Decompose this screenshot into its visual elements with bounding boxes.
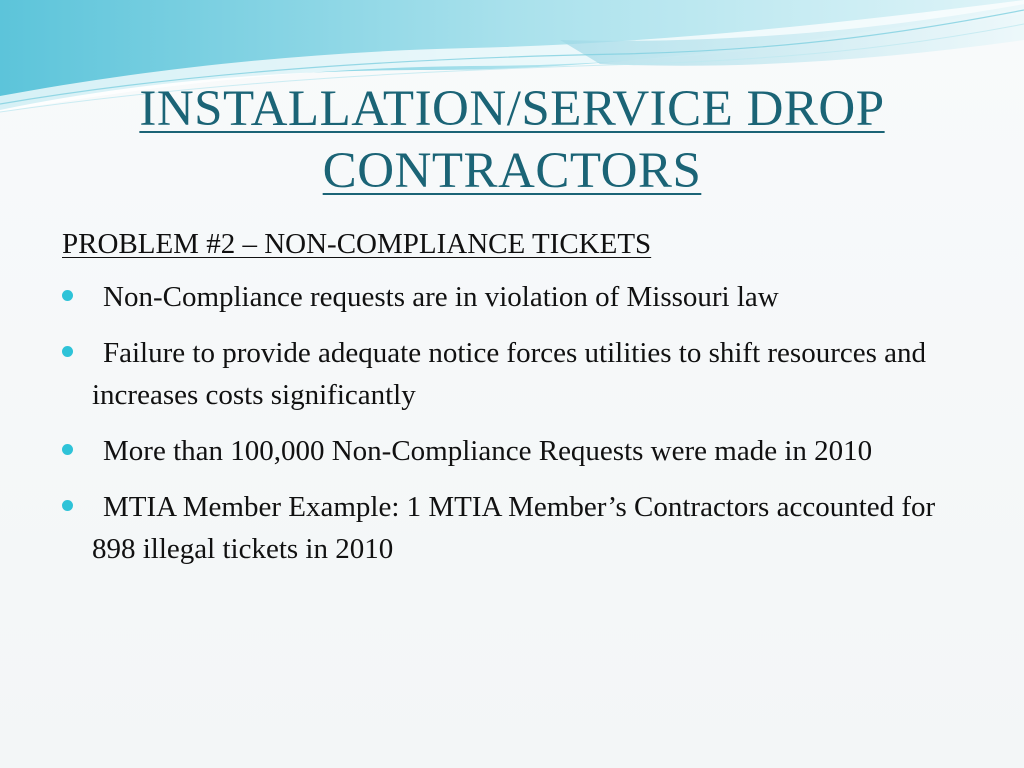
bullet-text: More than 100,000 Non-Compliance Requests were made in 2010 — [103, 435, 873, 467]
bullet-list — [62, 276, 962, 570]
title-line-1: INSTALLATION/SERVICE DROP — [139, 81, 885, 137]
list-item — [62, 332, 962, 416]
problem-subheading: PROBLEM #2 – NON-COMPLIANCE TICKETS — [62, 228, 652, 260]
bullet-text: MTIA Member Example: 1 MTIA Member’s Contractors accounted for 898 illegal tickets in 2010 — [92, 491, 936, 565]
bullet-text: Failure to provide adequate notice forces utilities to shift resources and increases costs significantly — [92, 337, 927, 411]
list-item — [62, 486, 962, 570]
bullet-dot-icon — [62, 444, 73, 455]
slide-title — [40, 78, 984, 202]
slide-content — [62, 224, 962, 584]
bullet-dot-icon — [62, 290, 73, 301]
list-item — [62, 276, 962, 318]
list-item — [62, 430, 962, 472]
bullet-dot-icon — [62, 346, 73, 357]
bullet-dot-icon — [62, 500, 73, 511]
title-line-2: CONTRACTORS — [322, 143, 702, 199]
bullet-text: Non-Compliance requests are in violation of Missouri law — [103, 281, 779, 313]
